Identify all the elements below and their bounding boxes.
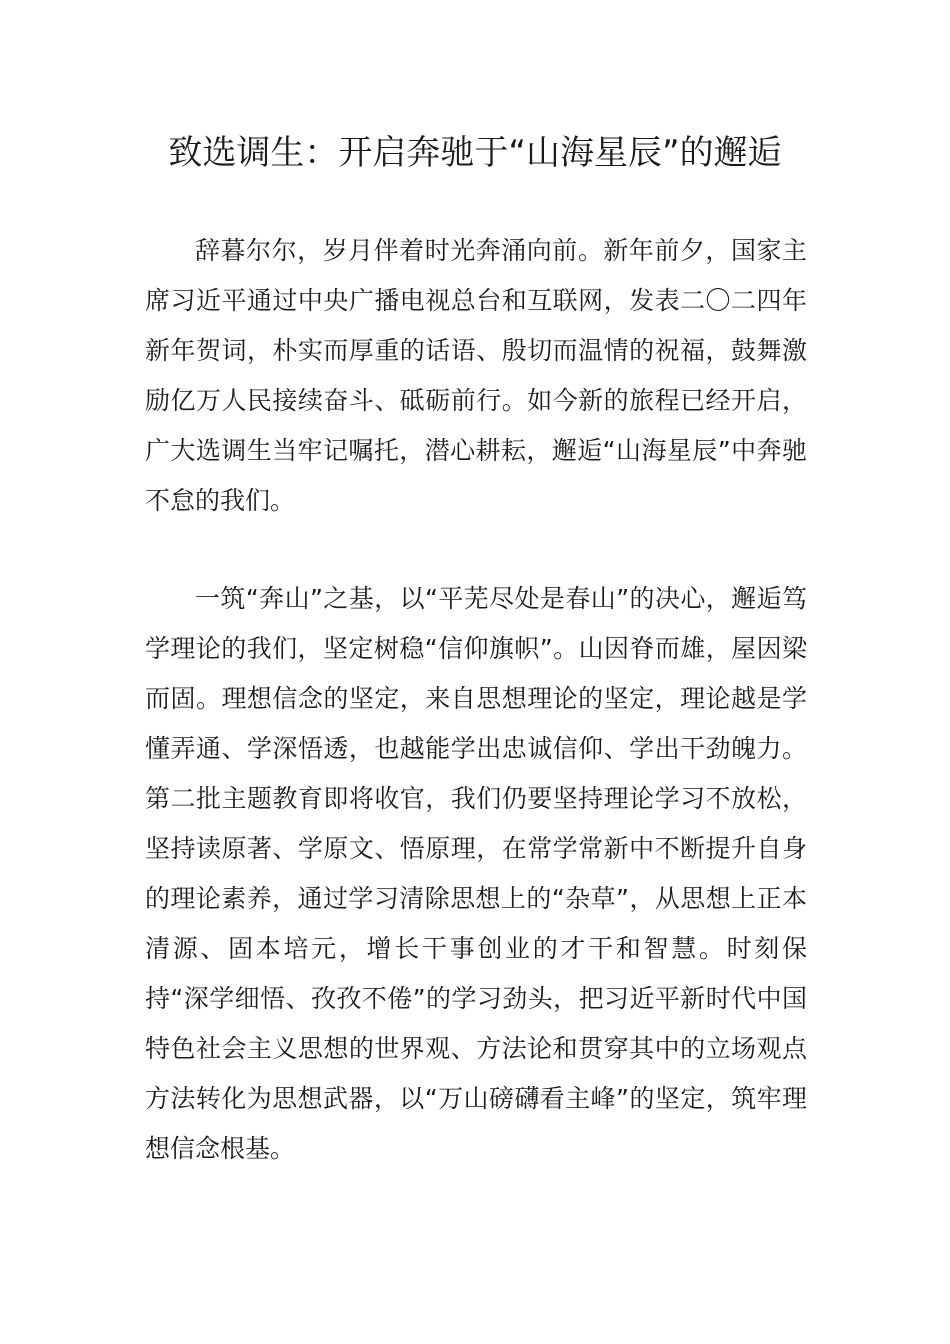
paragraph-mountain: 一筑“奔山”之基，以“平芜尽处是春山”的决心，邂逅笃学理论的我们，坚定树稳“信仰旗帜”。山因脊而雄，屋因梁而固。理想信念的坚定，来自思想理论的坚定，理论越是学懂弄通、学深悟透，也越能学出忠诚信仰、学出干劲魄力。第二批主题教育即将收官，我们仍要坚持理论学习不放松，坚持读原著、学原文、悟原理，在常学常新中不断提升自身的理论素养，通过学习清除思想上的“杂草”，从思想上正本清源、固本培元，增长干事创业的才干和智慧。时刻保持“深学细悟、孜孜不倦”的学习劲头，把习近平新时代中国特色社会主义思想的世界观、方法论和贯穿其中的立场观点方法转化为思想武器，以“万山磅礴看主峰”的坚定，筑牢理想信念根基。	[145, 584, 807, 1163]
document-title: 致选调生：开启奔驰于“山海星辰”的邂逅	[168, 133, 782, 173]
paragraph-intro: 辞暮尔尔，岁月伴着时光奔涌向前。新年前夕，国家主席习近平通过中央广播电视总台和互联网，发表二〇二四年新年贺词，朴实而厚重的话语、殷切而温情的祝福，鼓舞激励亿万人民接续奋斗、砥砺前行。如今新的旅程已经开启，广大选调生当牢记嘱托，潜心耕耘，邂逅“山海星辰”中奔驰不怠的我们。	[145, 236, 807, 515]
